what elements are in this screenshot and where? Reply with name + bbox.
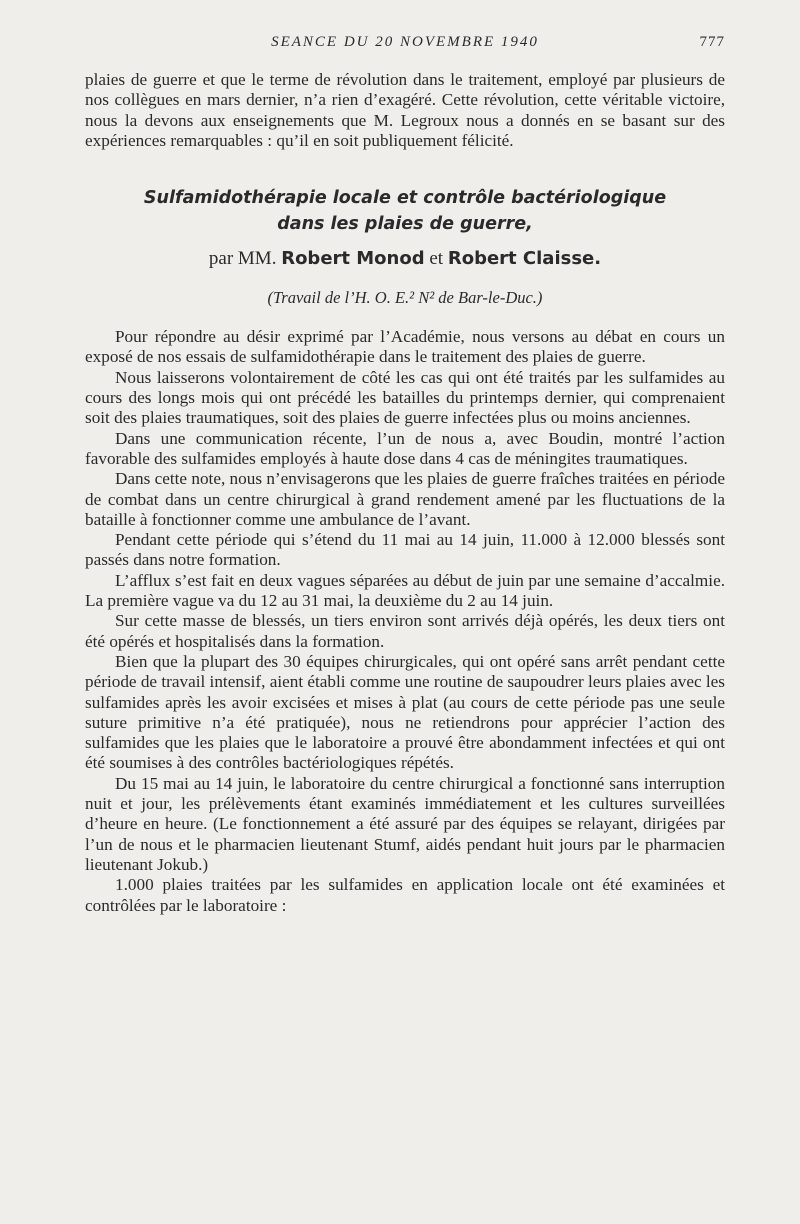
- document-body: [85, 70, 725, 916]
- article-text: [85, 327, 725, 916]
- body-paragraph: Sur cette masse de blessés, un tiers environ sont arrivés déjà opérés, les deux tiers ont été opérés et hospitalisés dans la formation.: [85, 611, 725, 651]
- author-name: Robert Claisse.: [447, 248, 602, 270]
- body-paragraph: Pendant cette période qui s’étend du 11 mai au 14 juin, 11.000 à 12.000 blessés sont passés dans notre formation.: [85, 530, 725, 570]
- intro-paragraph: plaies de guerre et que le terme de révolution dans le traitement, employé par plusieurs de nos collègues en mars dernier, n’a rien d’exagéré. Cette révolution, cette véritable victoire, nous la devons aux enseignements que M. Legroux nous a donnés en se basant sur des expériences remarquables : qu’il en soit publiquement félicité.: [85, 70, 725, 150]
- article-title: [85, 185, 725, 237]
- body-paragraph: Nous laisserons volontairement de côté les cas qui ont été traités par les sulfamides au cours des longs mois qui ont précédé les batailles du printemps dernier, qui comprenaient soit des plaies traumatiques, soit des plaies de guerre infectées plus ou moins anciennes.: [85, 367, 725, 428]
- authors-prefix: par MM.: [208, 248, 277, 270]
- authors-joiner: et: [429, 248, 444, 270]
- body-paragraph: L’afflux s’est fait en deux vagues séparées au début de juin par une semaine d’accalmie. La première vague va du 12 au 31 mai, la deuxième du 2 au 14 juin.: [85, 570, 725, 611]
- author-name: Robert Monod: [281, 248, 425, 270]
- body-paragraph: Pour répondre au désir exprimé par l’Académie, nous versons au débat en cours un exposé de nos essais de sulfamidothérapie dans le traitement des plaies de guerre.: [85, 327, 725, 367]
- header-title: SEANCE DU 20 NOVEMBRE 1940: [271, 34, 539, 50]
- body-paragraph: Bien que la plupart des 30 équipes chirurgicales, qui ont opéré sans arrêt pendant cette période de travail intensif, aient établi comme une routine de saupoudrer leurs plaies avec les sulfamides après les avoir excisées et mises à plat (au cours de cette période pas une seule suture primitive n’a été pratiquée), nous ne retiendrons pour apprécier l’action des sulfamides que les plaies que le laboratoire a prouvé être abondamment infectées et qui ont été soumises à des contrôles bactériologiques répétés.: [85, 651, 725, 773]
- body-paragraph: Dans une communication récente, l’un de nous a, avec Boudin, montré l’action favorable des sulfamides employés à haute dose dans 4 cas de méningites traumatiques.: [85, 428, 725, 468]
- article-source: (Travail de l’H. O. E.² N² de Bar-le-Duc.): [267, 288, 543, 308]
- running-header: [85, 34, 725, 56]
- article-title-line-1: Sulfamidothérapie locale et contrôle bactériologique: [143, 188, 667, 209]
- body-paragraph: 1.000 plaies traitées par les sulfamides en application locale ont été examinées et contrôlées par le laboratoire :: [85, 875, 725, 915]
- page-number: 777: [699, 34, 725, 50]
- body-paragraph: Du 15 mai au 14 juin, le laboratoire du centre chirurgical a fonctionné sans interruption nuit et jour, les prélèvements étant examinés immédiatement et les cultures surveillées d’heure en heure. (Le fonctionnement a été assuré par des équipes se relayant, dirigées par l’un de nous et le pharmacien lieutenant Stumf, aidés pendant huit jours par le pharmacien lieutenant Jokub.): [85, 773, 725, 874]
- article-authors: [85, 247, 725, 271]
- article-title-line-2: dans les plaies de guerre,: [277, 214, 533, 235]
- body-paragraph: Dans cette note, nous n’envisagerons que les plaies de guerre fraîches traitées en période de combat dans un centre chirurgical à grand rendement amené par les fluctuations de la bataille à fonctionner comme une ambulance de l’avant.: [85, 469, 725, 529]
